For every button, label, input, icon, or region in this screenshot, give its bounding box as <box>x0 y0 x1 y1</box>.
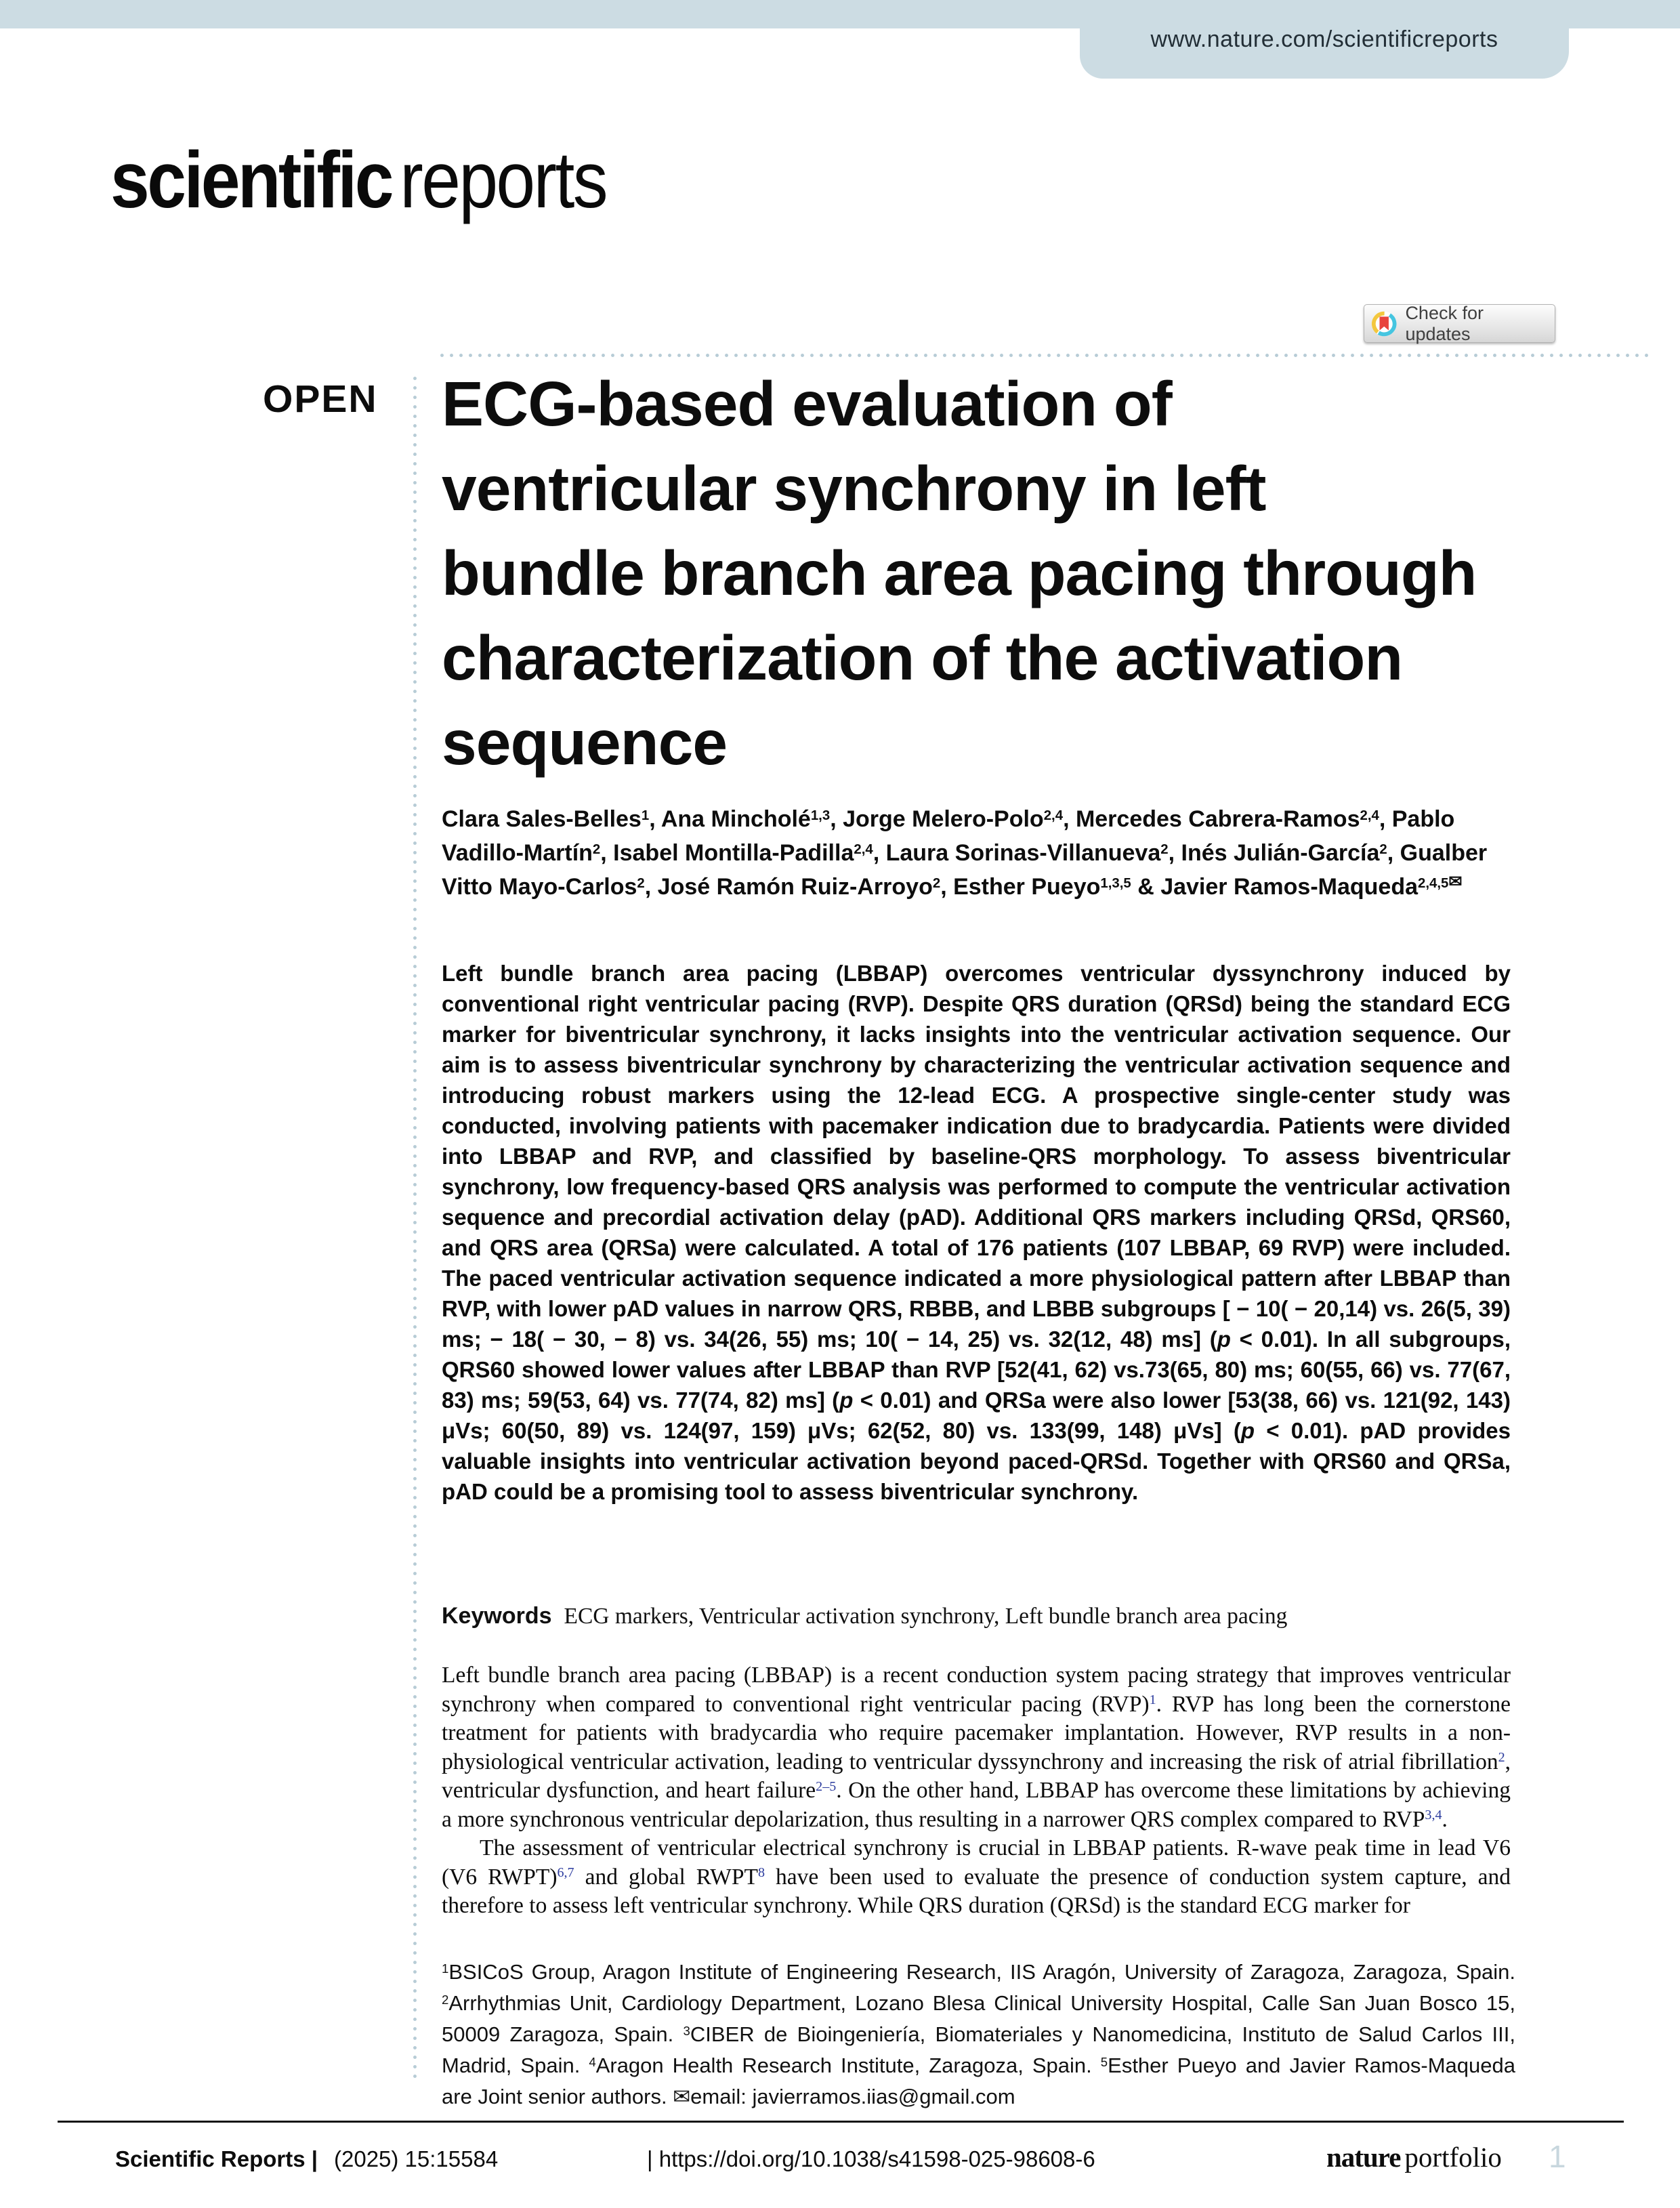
envelope-icon: ✉ <box>1448 873 1463 892</box>
article-title-line: ECG-based evaluation of <box>442 369 1172 439</box>
journal-logo-light: reports <box>400 136 606 225</box>
affiliation-superscript: 2 <box>592 841 601 857</box>
author-list: Clara Sales-Belles$^1$, Ana Mincholé$^{1,3}$, Jorge Melero-Polo$^{2,4}$, Mercedes Cabrera-Ramos$^{2,4}$, Pablo Vadillo-Martín$^2$, Isabel Montilla-Padilla$^{2,4}$, Laura Sorinas-Villanueva$^2$, Inés Julián-García$^2$, Gualber Vitto Mayo-Carlos$^2$, José Ramón Ruiz-Arroyo$^2$, Esther Pueyo$^{1,3,5}$ & Javier Ramos-Maqueda$^{2,4,5✉}$ <box>442 806 1488 900</box>
affiliation-superscript: 2 <box>637 875 645 891</box>
affiliation-superscript: 1 <box>442 1961 449 1976</box>
affiliation-superscript: 2,4,5 <box>1418 875 1449 891</box>
footer-rule <box>58 2121 1624 2123</box>
italic-text: p <box>1217 1327 1231 1352</box>
abstract-text: Left bundle branch area pacing (LBBAP) overcomes ventricular dyssynchrony induced by conventional right ventricular pacing (RVP). Despite QRS duration (QRSd) being the standard ECG marker for biventricular synchrony, it lacks insights into the ventricular activation sequence. Our aim is to assess biventricular synchrony by characterizing the ventricular activation sequence and introducing robust markers using the 12-lead ECG. A prospective single-center study was conducted, involving patients with pacemaker indication due to bradycardia. Patients were divided into LBBAP and RVP, and classified by baseline-QRS morphology. To assess biventricular synchrony, low frequency-based QRS analysis was performed to compute the ventricular activation sequence and precordial activation delay (pAD). Additional QRS markers including QRSd, QRS60, and QRS area (QRSa) were calculated. A total of 176 patients (107 LBBAP, 69 RVP) were included. The paced ventricular activation sequence indicated a more physiological pattern after LBBAP than RVP, with lower pAD values in narrow QRS, RBBB, and LBBB subgroups [ − 10( − 20,14) vs. 26(5, 39) ms; − 18( − 30, − 8) vs. 34(26, 55) ms; 10( − 14, 25) vs. 32(12, 48) ms] (p < 0.01). In all subgroups, QRS60 showed lower values after LBBAP than RVP [52(41, 62) vs.73(65, 80) ms; 60(55, 66) vs. 77(67, 83) ms; 59(53, 64) vs. 77(74, 82) ms] (p < 0.01) and QRSa were also lower [53(38, 66) vs. 121(92, 143) μVs; 60(50, 89) vs. 124(97, 159) μVs; 62(52, 80) vs. 133(99, 148) μVs] (p < 0.01). pAD provides valuable insights into ventricular activation beyond paced-QRSd. Together with QRS60 and QRSa, pAD could be a promising tool to assess biventricular synchrony. <box>442 961 1511 1504</box>
body-paragraph: Left bundle branch area pacing (LBBAP) is a recent conduction system pacing strategy that improves ventricular synchrony when compared to conventional right ventricular pacing (RVP)$^1$. RVP has long been the cornerstone treatment for patients with bradycardia who require pacemaker implantation. However, RVP results in a non-physiological ventricular activation, leading to ventricular dyssynchrony and increasing the risk of atrial fibrillation$^2$, ventricular dysfunction, and heart failure$^{2-5}$. On the other hand, LBBAP has overcome these limitations by achieving a more synchronous ventricular depolarization, thus resulting in a narrower QRS complex compared to RVP$^{3,4}$. <box>442 1663 1511 1832</box>
affiliation-superscript: 2,4 <box>1360 808 1379 823</box>
affiliation-superscript: 1,3 <box>810 808 831 823</box>
reference-link[interactable]: 2 <box>1498 1750 1505 1766</box>
envelope-icon: ✉ <box>673 2085 691 2108</box>
footer-citation: (2025) 15:15584 <box>334 2146 499 2171</box>
affiliation-superscript: 1,3,5 <box>1100 875 1131 891</box>
journal-logo <box>110 134 606 226</box>
keywords-row <box>442 1603 1526 1629</box>
check-for-updates-label: Check for updates <box>1405 302 1484 344</box>
page-number: 1 <box>1549 2139 1566 2174</box>
body-paragraph: The assessment of ventricular electrical synchrony is crucial in LBBAP patients. R-wave peak time in lead V6 (V6 RWPT)$^{6,7}$ and global RWPT$^8$ have been used to evaluate the presence of conduction system capture, and therefore to assess left ventricular synchrony. While QRS duration (QRSd) is the standard ECG marker for <box>442 1835 1511 1918</box>
article-title-line: characterization of the activation <box>442 623 1403 693</box>
affiliation-superscript: 2,4 <box>1043 808 1064 823</box>
affiliation-superscript: 2 <box>1160 841 1169 857</box>
nature-portfolio-logo-bold: nature <box>1326 2142 1401 2173</box>
reference-link[interactable]: 1 <box>1149 1692 1156 1708</box>
body-text <box>442 1661 1511 1921</box>
affiliation-superscript: 2,4 <box>854 841 873 857</box>
keywords-text: ECG markers, Ventricular activation synchrony, Left bundle branch area pacing <box>564 1604 1288 1629</box>
affiliation-superscript: 2 <box>1379 841 1387 857</box>
italic-text: p <box>1240 1418 1255 1443</box>
vertical-dotted-rule <box>413 377 417 2084</box>
footer <box>0 2141 1680 2188</box>
nature-portfolio-logo-light: portfolio <box>1404 2142 1502 2173</box>
reference-link[interactable]: 6,7 <box>557 1865 574 1881</box>
reference-link[interactable]: 2–5 <box>816 1778 837 1794</box>
affiliation-superscript: 4 <box>589 2054 596 2069</box>
journal-url-box <box>1080 0 1569 79</box>
article-title <box>442 362 1553 785</box>
footer-journal-name: Scientific Reports | <box>115 2146 318 2171</box>
italic-text: p <box>839 1388 854 1413</box>
reference-link[interactable]: 8 <box>757 1865 765 1881</box>
horizontal-dotted-rule <box>440 354 1653 357</box>
footer-doi-link[interactable]: | https://doi.org/10.1038/s41598-025-98608-6 <box>647 2146 1095 2171</box>
nature-portfolio-logo <box>1326 2141 1502 2173</box>
article-title-line: sequence <box>442 707 728 778</box>
crossmark-icon <box>1371 310 1397 337</box>
affiliations-footnote: $^1$BSICoS Group, Aragon Institute of Engineering Research, IIS Aragón, University of Zaragoza, Zaragoza, Spain. $^2$Arrhythmias Unit, Cardiology Department, Lozano Blesa Clinical University Hospital, Calle San Juan Bosco 15, 50009 Zaragoza, Spain. $^3$CIBER de Bioingeniería, Biomateriales y Nanomedicina, Instituto de Salud Carlos III, Madrid, Spain. $^4$Aragon Health Research Institute, Zaragoza, Spain. $^5$Esther Pueyo and Javier Ramos-Maqueda are Joint senior authors. ✉email: javierramos.iias@gmail.com <box>442 1960 1515 2108</box>
article-title-line: ventricular synchrony in left <box>442 453 1266 524</box>
affiliation-superscript: 2 <box>442 1992 449 2007</box>
journal-url: www.nature.com/scientificreports <box>1150 26 1498 52</box>
reference-link[interactable]: 3,4 <box>1425 1808 1442 1823</box>
affiliation-superscript: 5 <box>1100 2054 1108 2069</box>
keywords-label: Keywords <box>442 1603 552 1629</box>
affiliation-superscript: 2 <box>932 875 941 891</box>
check-for-updates-button[interactable] <box>1364 304 1555 343</box>
article-title-line: bundle branch area pacing through <box>442 538 1477 608</box>
journal-logo-bold: scientific <box>110 136 392 225</box>
open-access-label: OPEN <box>263 377 378 421</box>
affiliation-superscript: 3 <box>683 2023 690 2038</box>
affiliation-superscript: 1 <box>641 808 650 823</box>
